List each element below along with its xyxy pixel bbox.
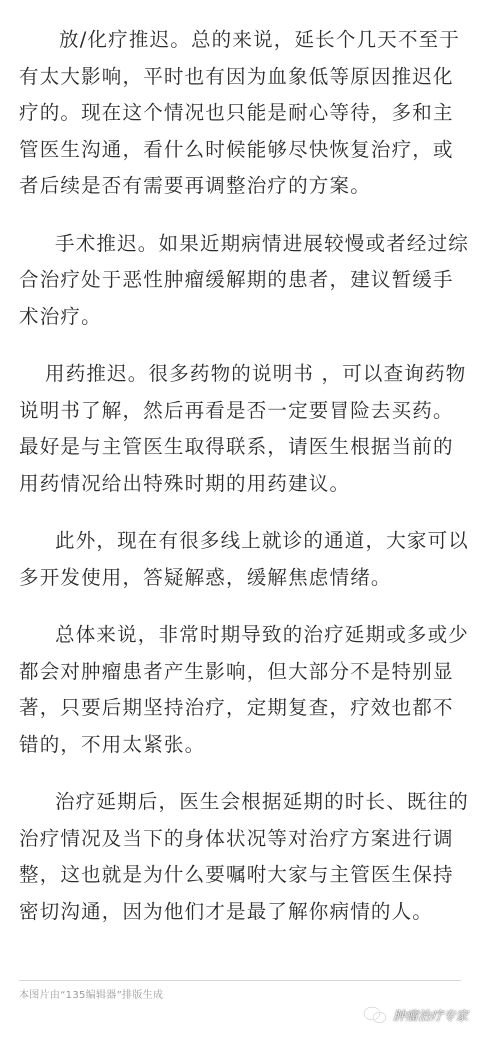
footer-divider bbox=[19, 980, 461, 981]
watermark-account-name: 肿瘤治疗专家 bbox=[392, 1008, 468, 1023]
paragraph-online-consult: 此外，现在有很多线上就诊的通道，大家可以多开发使用，答疑解惑，缓解焦虑情绪。 bbox=[19, 529, 470, 589]
editor-credit: 本图片由“135编辑器”排版生成 bbox=[19, 990, 164, 1001]
wechat-icon bbox=[363, 1006, 387, 1024]
paragraph-surgery-delay: 手术推迟。如果近期病情进展较慢或者经过综合治疗处于恶性肿瘤缓解期的患者，建议暂缓手术治疗。 bbox=[19, 231, 470, 328]
paragraph-summary: 总体来说，非常时期导致的治疗延期或多或少都会对肿瘤患者产生影响，但大部分不是特别显著，只要后期坚持治疗，定期复查，疗效也都不错的，不用太紧张。 bbox=[19, 623, 470, 756]
paragraph-chemo-delay: 放/化疗推迟。总的来说，延长个几天不至于有太大影响，平时也有因为血象低等原因推迟化疗的。现在这个情况也只能是耐心等待，多和主管医生沟通，看什么时候能够尽快恢复治疗，或者后续是否有需要再调整治疗的方案。 bbox=[19, 28, 461, 197]
account-watermark bbox=[363, 1006, 468, 1024]
paragraph-adjustment: 治疗延期后，医生会根据延期的时长、既往的治疗情况及当下的身体状况等对治疗方案进行调整，这也就是为什么要嘱咐大家与主管医生保持密切沟通，因为他们才是最了解你病情的人。 bbox=[19, 790, 470, 923]
article-body bbox=[19, 22, 469, 930]
paragraph-medication-delay: 用药推迟。很多药物的说明书 ，可以查询药物说明书了解，然后再看是否一定要冒险去买药。最好是与主管医生取得联系，请医生根据当前的用药情况给出特殊时期的用药建议。 bbox=[19, 362, 467, 495]
